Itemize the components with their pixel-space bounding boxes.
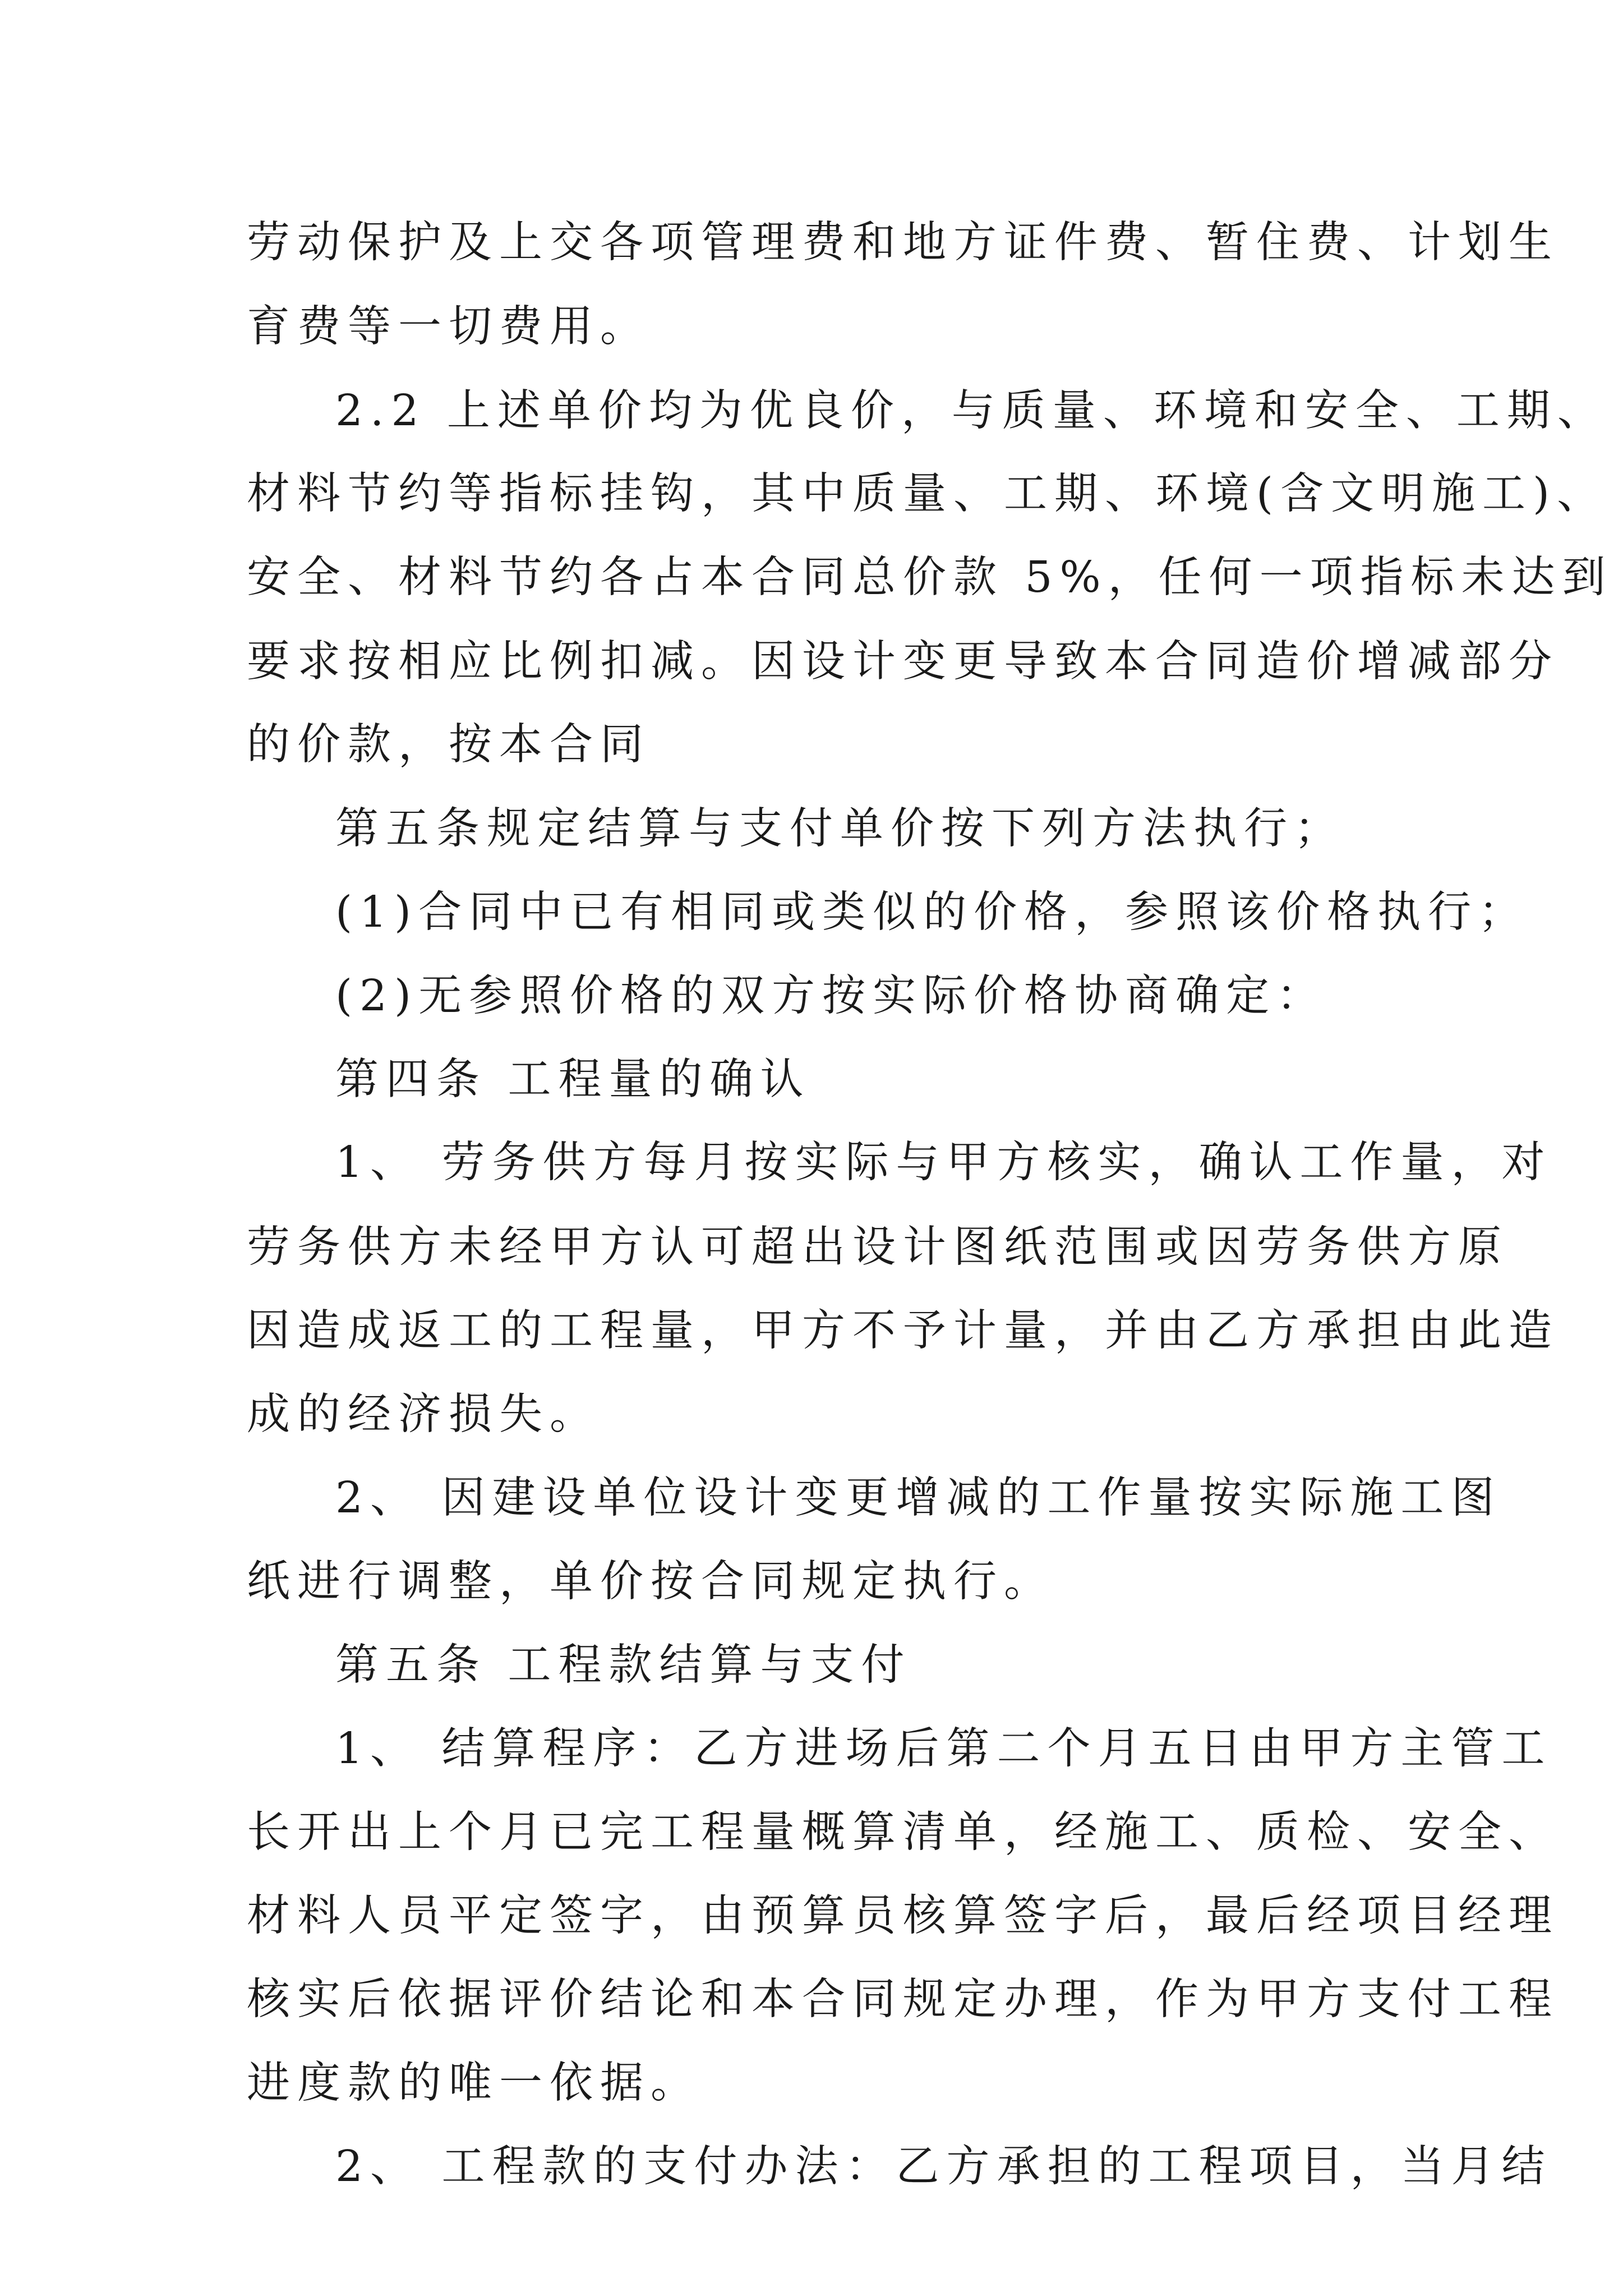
section-heading: 第四条 工程量的确认 — [335, 1055, 811, 1105]
text-line: 1、 劳务供方每月按实际与甲方核实，确认工作量，对 — [335, 1138, 1552, 1188]
text-line: 成的经济损失。 — [247, 1389, 600, 1439]
text-line: 2、 因建设单位设计变更增减的工作量按实际施工图 — [335, 1473, 1502, 1523]
text-line: 劳动保护及上交各项管理费和地方证件费、暂住费、计划生 — [247, 218, 1559, 268]
text-line: 要求按相应比例扣减。因设计变更导致本合同造价增减部分 — [247, 637, 1559, 687]
text-line: 安全、材料节约各占本合同总价款 5%，任何一项指标未达到 — [247, 553, 1613, 602]
section-heading: 第五条 工程款结算与支付 — [335, 1640, 912, 1690]
text-line: 进度款的唯一依据。 — [247, 2058, 701, 2108]
text-line: 长开出上个月已完工程量概算清单，经施工、质检、安全、 — [247, 1807, 1559, 1857]
text-line: 材料节约等指标挂钩，其中质量、工期、环境(含文明施工)、 — [247, 469, 1608, 519]
text-line: 2.2 上述单价均为优良价，与质量、环境和安全、工期、 — [335, 386, 1608, 436]
text-line: 的价款，按本合同 — [247, 720, 651, 770]
text-line: (2)无参照价格的双方按实际价格协商确定： — [335, 971, 1327, 1021]
text-line: 育费等一切费用。 — [247, 302, 651, 352]
text-line: 因造成返工的工程量，甲方不予计量，并由乙方承担由此造 — [247, 1306, 1559, 1356]
text-line: 核实后依据评价结论和本合同规定办理，作为甲方支付工程 — [247, 1975, 1559, 2024]
text-line: 第五条规定结算与支付单价按下列方法执行； — [335, 804, 1345, 854]
text-line: 材料人员平定签字，由预算员核算签字后，最后经项目经理 — [247, 1891, 1559, 1941]
text-line: 2、 工程款的支付办法：乙方承担的工程项目，当月结 — [335, 2142, 1552, 2192]
text-line: 1、 结算程序：乙方进场后第二个月五日由甲方主管工 — [335, 1724, 1552, 1774]
text-line: 纸进行调整，单价按合同规定执行。 — [247, 1557, 1054, 1607]
text-line: 劳务供方未经甲方认可超出设计图纸范围或因劳务供方原 — [247, 1222, 1509, 1272]
text-line: (1)合同中已有相同或类似的价格，参照该价格执行； — [335, 887, 1529, 937]
